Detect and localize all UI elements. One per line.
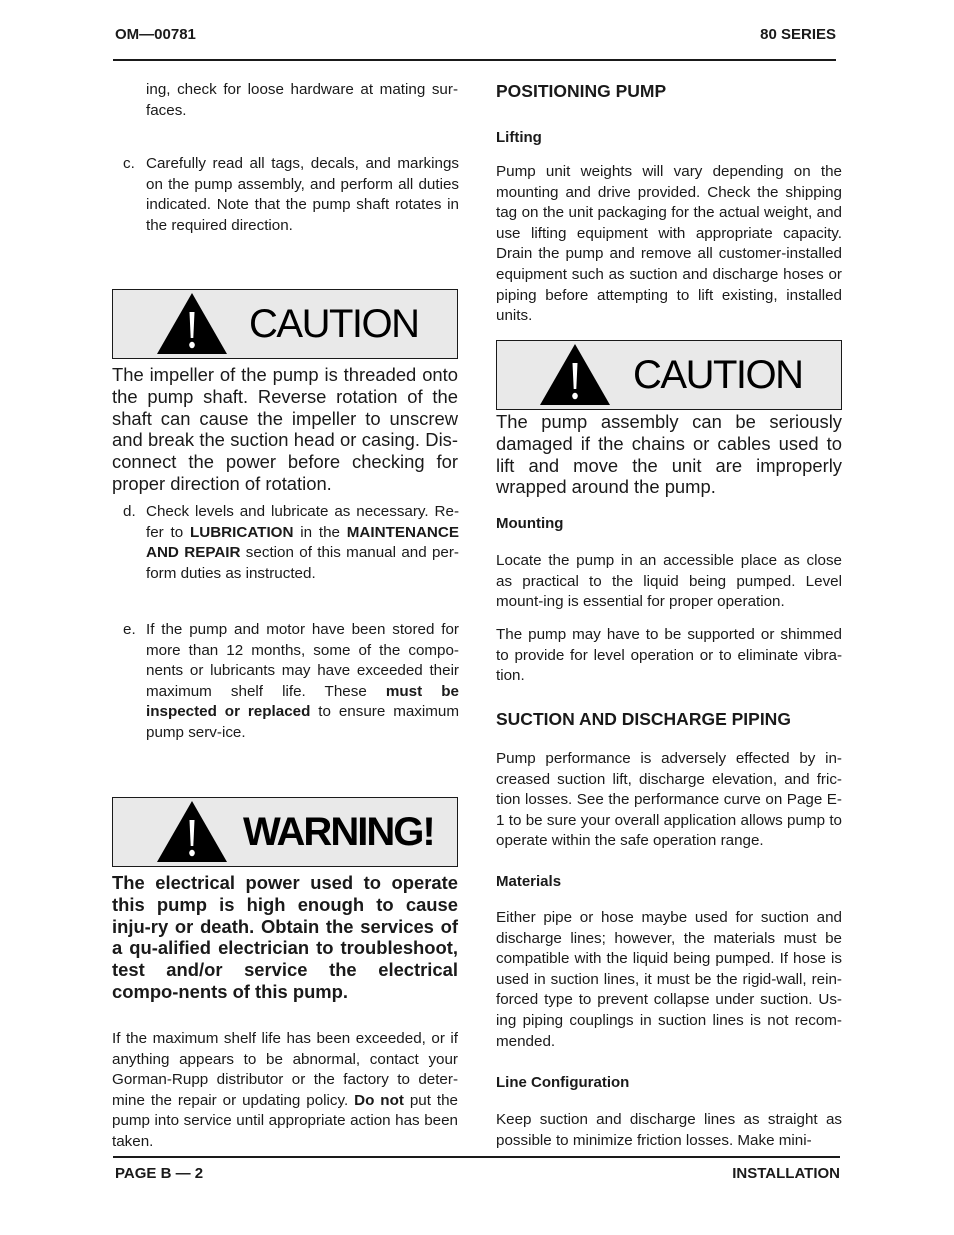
- warning-text: The electrical power used to operate this pump is high enough to cause inju-ry or death. Obtain the services of a qu-alified electrician to troubleshoot, test and/or service the electrical compo-nents of this pump.: [112, 872, 458, 1002]
- header-rule: [113, 59, 836, 61]
- materials-text: Either pipe or hose maybe used for suction and discharge lines; however, the materials must be compatible with the liquid being pumped. If hose is used in suction lines, it must be the rigid-wall, rein-forced type to prevent collapse under suction. Us-ing piping couplings in suction lines is not recom-mended.: [496, 909, 842, 1050]
- page-number: PAGE B — 2: [115, 1165, 204, 1182]
- caution-sign: [496, 340, 842, 410]
- warning-sign: [112, 797, 458, 867]
- list-item-text: If the pump and motor have been stored for more than 12 months, some of the compo-nents or lubricants may have exceeded their maximum shelf life. These must be inspected or replaced to ensure maximum pump serv-ice.: [146, 621, 460, 741]
- footer-rule: [113, 1156, 840, 1158]
- caution-text: The pump assembly can be seriously damaged if the chains or cables used to lift and move the unit are improperly wrapped around the pump.: [496, 411, 842, 498]
- list-marker: d.: [123, 503, 136, 520]
- list-marker: c.: [123, 155, 135, 172]
- warning-triangle-icon: [154, 798, 230, 864]
- continued-text: ing, check for loose hardware at mating sur-faces.: [146, 81, 458, 119]
- inspect-emphasis: must be inspected or replaced: [146, 682, 459, 721]
- caution-triangle-icon: [154, 290, 230, 356]
- suction-text: Pump performance is adversely effected by in-creased suction lift, discharge elevation, and fric-tion losses. See the performance curve on Page E-1 to be sure your overall application allows pump to operate within the safe operation range.: [496, 750, 842, 850]
- positioning-heading: POSITIONING PUMP: [496, 81, 667, 101]
- mounting-paragraph-2: The pump may have to be supported or shimmed to provide for level operation or to eliminate vibra-tion.: [496, 626, 842, 685]
- materials-heading: Materials: [496, 873, 562, 890]
- list-item-text: Check levels and lubricate as necessary. Re-fer to LUBRICATION in the MAINTENANCE AND REPAIR section of this manual and per-form duties as instructed.: [146, 503, 459, 582]
- line-configuration-text: Keep suction and discharge lines as straight as possible to minimize friction losses. Make mini-: [496, 1111, 842, 1149]
- caution-text: The impeller of the pump is threaded onto the pump shaft. Reverse rotation of the shaft can cause the impeller to unscrew and break the suction head or casing. Dis-connect the power before checking for proper direction of rotation.: [112, 364, 458, 494]
- do-not-emphasis: Do not: [354, 1091, 404, 1109]
- caution-triangle-icon: [537, 341, 613, 407]
- lubrication-reference: LUBRICATION: [189, 523, 294, 541]
- caution-label: CAUTION: [633, 353, 803, 397]
- document-number: OM—00781: [115, 26, 196, 43]
- lifting-text: Pump unit weights will vary depending on the mounting and drive provided. Check the shipping tag on the unit packaging for the actual weight, and use lifting equipment with appropriate capacity. Drain the pump and remove all customer-installed equipment such as suction and discharge hoses or piping before attempting to lift existing, installed units.: [496, 163, 842, 325]
- section-name: INSTALLATION: [732, 1165, 840, 1182]
- caution-sign: [112, 289, 458, 359]
- list-item-d: [123, 502, 459, 584]
- warning-label: WARNING!: [243, 810, 434, 854]
- mounting-heading: Mounting: [496, 515, 564, 532]
- mounting-paragraph-1: Locate the pump in an accessible place as close as practical to the liquid being pumped. Level mount-ing is essential for proper operation.: [496, 552, 842, 611]
- suction-heading: SUCTION AND DISCHARGE PIPING: [496, 709, 791, 729]
- maintenance-reference: MAINTENANCE AND REPAIR: [146, 523, 459, 562]
- line-configuration-heading: Line Configuration: [496, 1074, 630, 1091]
- lifting-heading: Lifting: [496, 129, 542, 146]
- list-item-e: [123, 620, 459, 744]
- list-item-text: Carefully read all tags, decals, and markings on the pump assembly, and perform all duties indicated. Note that the pump shaft rotates in the required direction.: [146, 155, 459, 234]
- list-marker: e.: [123, 621, 136, 638]
- series-label: 80 SERIES: [760, 26, 836, 43]
- caution-label: CAUTION: [249, 302, 419, 346]
- final-paragraph: If the maximum shelf life has been exceeded, or if anything appears to be abnormal, contact your Gorman-Rupp distributor or the factory to deter-mine the repair or updating policy. Do not put the pump into service until appropriate action has been taken.: [112, 1030, 458, 1150]
- list-item-c: [123, 154, 459, 236]
